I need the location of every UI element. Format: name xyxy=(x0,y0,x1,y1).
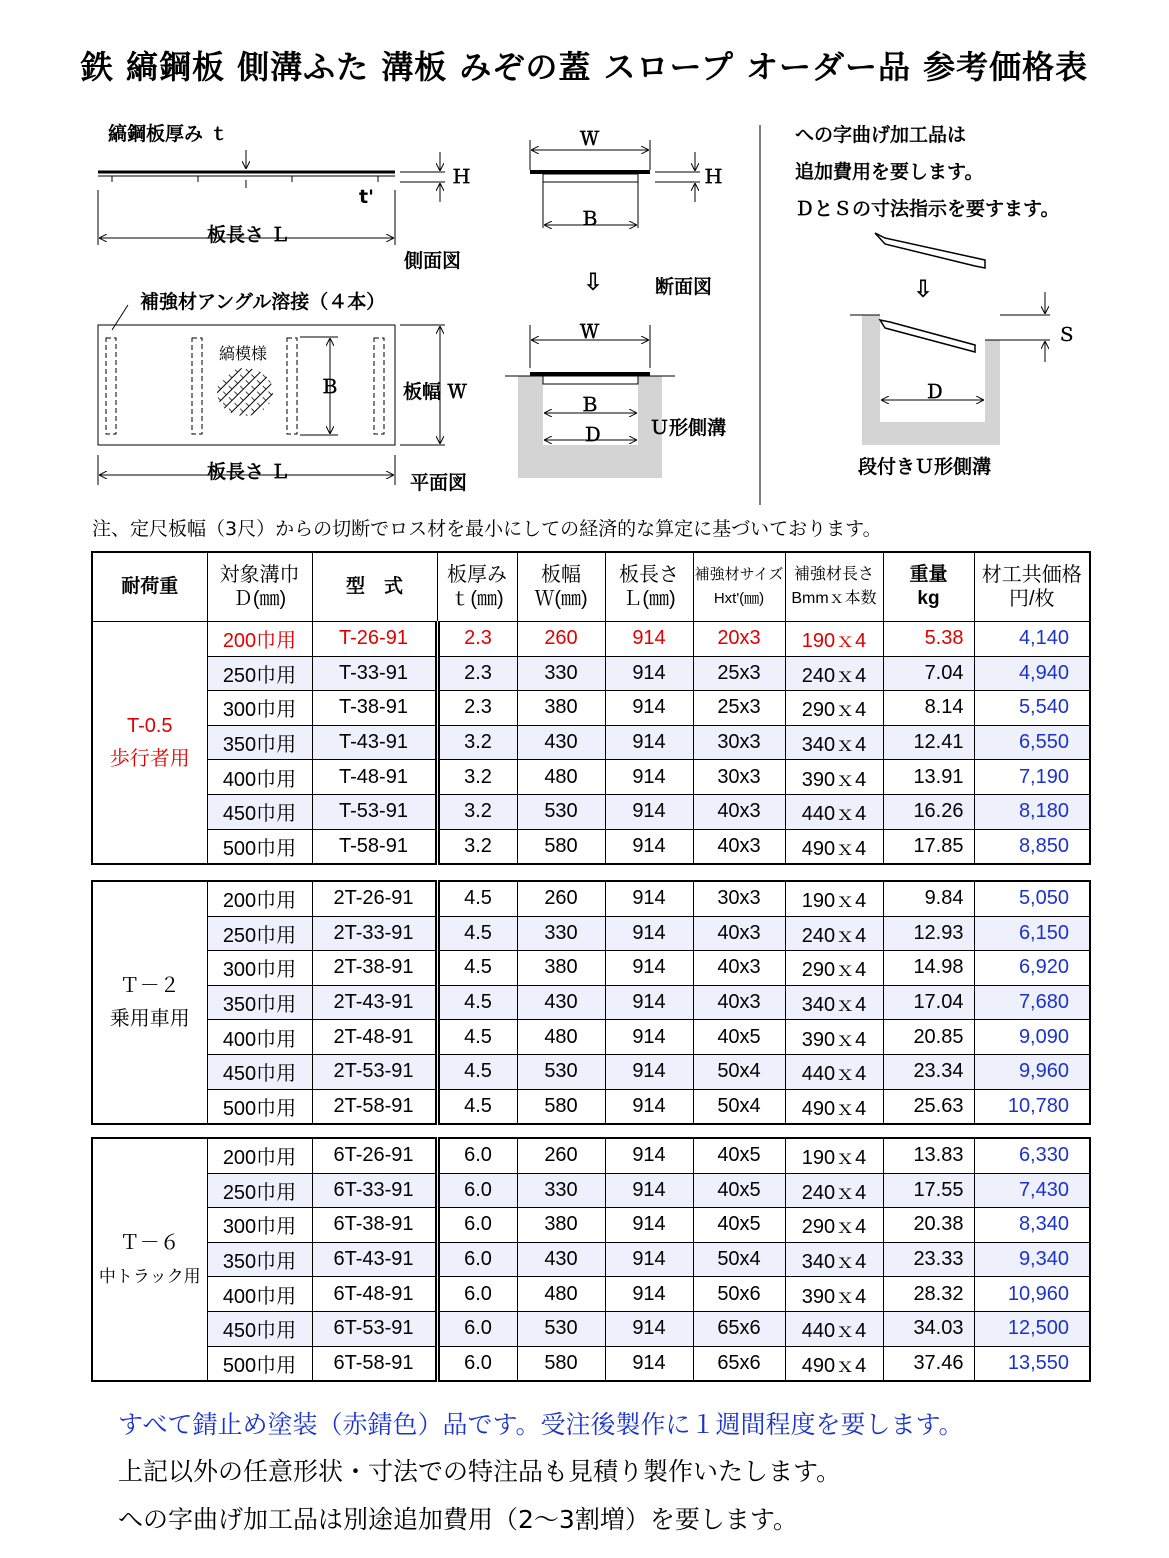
table-row xyxy=(92,1138,1090,1173)
ditch-width-cell: 400巾用 xyxy=(207,1277,312,1312)
model-cell: T-26-91 xyxy=(312,622,437,657)
table-row xyxy=(92,760,1090,795)
weight-cell: 37.46 xyxy=(883,1346,974,1381)
thickness-cell: 4.5 xyxy=(437,881,517,916)
plate-length-cell: 914 xyxy=(605,691,693,726)
u-ditch-label: Ｕ形側溝 xyxy=(650,417,727,439)
ditch-width-cell: 200巾用 xyxy=(207,622,312,657)
price-cell: 9,960 xyxy=(974,1054,1090,1089)
table-row xyxy=(92,1277,1090,1312)
plate-length-cell: 914 xyxy=(605,1277,693,1312)
price-table-t6 xyxy=(91,1137,1091,1382)
rib-size-cell: 40x5 xyxy=(693,1138,785,1173)
rib-size-cell: 30x3 xyxy=(693,881,785,916)
rib-length-cell: 190ｘ4 xyxy=(785,881,883,916)
rib-size-cell: 40x5 xyxy=(693,1208,785,1243)
ditch-width-cell: 400巾用 xyxy=(207,760,312,795)
price-cell: 9,090 xyxy=(974,1020,1090,1055)
rib-length-cell: 440ｘ4 xyxy=(785,1054,883,1089)
header-line1: 板長さ xyxy=(619,564,679,586)
model-cell: 2T-53-91 xyxy=(312,1054,437,1089)
section-view-drawing xyxy=(530,140,700,228)
table-row xyxy=(92,1089,1090,1124)
header-cell xyxy=(517,552,605,622)
model-cell: 2T-48-91 xyxy=(312,1020,437,1055)
weight-cell: 17.85 xyxy=(883,829,974,864)
plate-length-cell: 914 xyxy=(605,794,693,829)
plate-length-cell: 914 xyxy=(605,725,693,760)
rib-size-cell: 65x6 xyxy=(693,1346,785,1381)
rib-length-cell: 190ｘ4 xyxy=(785,1138,883,1173)
header-cell xyxy=(785,552,883,622)
header-cell xyxy=(605,552,693,622)
load-usage: 中トラック用 xyxy=(98,1266,201,1286)
rib-length-cell: 190ｘ4 xyxy=(785,622,883,657)
rib-length-cell: 340ｘ4 xyxy=(785,1242,883,1277)
ditch-width-cell: 350巾用 xyxy=(207,725,312,760)
thickness-cell: 2.3 xyxy=(437,691,517,726)
side-view-label: 側面図 xyxy=(404,250,462,272)
model-cell: 2T-43-91 xyxy=(312,985,437,1020)
rib-size-cell: 25x3 xyxy=(693,691,785,726)
price-cell: 4,940 xyxy=(974,656,1090,691)
plate-width-cell: 380 xyxy=(517,951,605,986)
price-cell: 5,540 xyxy=(974,691,1090,726)
table-row xyxy=(92,985,1090,1020)
weight-cell: 17.04 xyxy=(883,985,974,1020)
plate-width-cell: 430 xyxy=(517,985,605,1020)
ditch-width-cell: 350巾用 xyxy=(207,1242,312,1277)
page-title: 鉄 縞鋼板 側溝ふた 溝板 みぞの蓋 スロープ オーダー品 参考価格表 xyxy=(80,48,1089,86)
model-cell: 6T-58-91 xyxy=(312,1346,437,1381)
table-row xyxy=(92,829,1090,864)
footer-bend-note: への字曲げ加工品は別途追加費用（2～3割増）を要します。 xyxy=(118,1505,798,1534)
model-cell: 6T-38-91 xyxy=(312,1208,437,1243)
price-cell: 8,850 xyxy=(974,829,1090,864)
plate-length-cell: 914 xyxy=(605,829,693,864)
plate-width-cell: 380 xyxy=(517,691,605,726)
down-arrow-icon-2: ⇩ xyxy=(913,275,934,303)
thickness-cell: 4.5 xyxy=(437,916,517,951)
price-cell: 6,550 xyxy=(974,725,1090,760)
table-row xyxy=(92,1346,1090,1381)
thickness-cell: 6.0 xyxy=(437,1277,517,1312)
header-cell xyxy=(974,552,1090,622)
plate-width-cell: 530 xyxy=(517,1054,605,1089)
ditch-width-cell: 300巾用 xyxy=(207,951,312,986)
price-cell: 7,430 xyxy=(974,1173,1090,1208)
footer-custom-note: 上記以外の任意形状・寸法での特注品も見積り製作いたします。 xyxy=(118,1457,842,1486)
rib-length-cell: 490ｘ4 xyxy=(785,829,883,864)
thickness-cell: 6.0 xyxy=(437,1311,517,1346)
weight-cell: 12.93 xyxy=(883,916,974,951)
price-cell: 6,150 xyxy=(974,916,1090,951)
weight-cell: 9.84 xyxy=(883,881,974,916)
header-cell xyxy=(883,552,974,622)
plate-width-cell: 330 xyxy=(517,1173,605,1208)
weight-cell: 13.83 xyxy=(883,1138,974,1173)
header-line2: kg xyxy=(917,588,940,609)
rib-length-cell: 390ｘ4 xyxy=(785,760,883,795)
rib-length-cell: 290ｘ4 xyxy=(785,691,883,726)
bend-note-2: 追加費用を要します。 xyxy=(795,161,984,183)
plate-length-cell: 914 xyxy=(605,1020,693,1055)
header-cell xyxy=(312,552,437,622)
rib-size-cell: 25x3 xyxy=(693,656,785,691)
table-row xyxy=(92,656,1090,691)
rib-size-cell: 50x4 xyxy=(693,1054,785,1089)
load-class: Ｔ－２ xyxy=(119,974,180,997)
thickness-cell: 3.2 xyxy=(437,760,517,795)
plate-length-cell: 914 xyxy=(605,1054,693,1089)
table-row xyxy=(92,1173,1090,1208)
ditch-width-cell: 300巾用 xyxy=(207,1208,312,1243)
price-cell: 7,680 xyxy=(974,985,1090,1020)
header-line1: 補強材サイズ xyxy=(694,566,784,583)
plate-width-cell: 480 xyxy=(517,1277,605,1312)
model-cell: T-33-91 xyxy=(312,656,437,691)
table-row xyxy=(92,1311,1090,1346)
plate-length-cell: 914 xyxy=(605,881,693,916)
rib-size-cell: 65x6 xyxy=(693,1311,785,1346)
rib-length-cell: 490ｘ4 xyxy=(785,1346,883,1381)
load-class-cell xyxy=(92,622,207,865)
plate-width-cell: 430 xyxy=(517,1242,605,1277)
table-row xyxy=(92,951,1090,986)
price-cell: 5,050 xyxy=(974,881,1090,916)
rib-size-cell: 50x4 xyxy=(693,1242,785,1277)
load-class: Ｔ－６ xyxy=(119,1231,180,1254)
header-line1: 材工共価格 xyxy=(981,564,1082,586)
thickness-cell: 6.0 xyxy=(437,1208,517,1243)
pattern-label: 縞模様 xyxy=(219,344,268,363)
model-cell: 2T-33-91 xyxy=(312,916,437,951)
price-cell: 7,190 xyxy=(974,760,1090,795)
weight-cell: 28.32 xyxy=(883,1277,974,1312)
load-class-cell xyxy=(92,1138,207,1381)
weight-cell: 12.41 xyxy=(883,725,974,760)
rib-length-cell: 440ｘ4 xyxy=(785,1311,883,1346)
price-cell: 6,920 xyxy=(974,951,1090,986)
plate-length-cell: 914 xyxy=(605,760,693,795)
header-line1: 重量 xyxy=(909,564,948,585)
model-cell: 6T-26-91 xyxy=(312,1138,437,1173)
bend-note-3: ＤとＳの寸法指示を要すます。 xyxy=(795,198,1060,220)
ditch-width-cell: 450巾用 xyxy=(207,1311,312,1346)
rib-length-cell: 340ｘ4 xyxy=(785,725,883,760)
table-row xyxy=(92,1054,1090,1089)
footer-paint-note: すべて錆止め塗装（赤錆色）品です。受注後製作に１週間程度を要します。 xyxy=(118,1410,964,1439)
rib-size-cell: 40x3 xyxy=(693,916,785,951)
table-row xyxy=(92,881,1090,916)
header-cell xyxy=(693,552,785,622)
plate-width-cell: 330 xyxy=(517,916,605,951)
weight-cell: 17.55 xyxy=(883,1173,974,1208)
plate-length-cell: 914 xyxy=(605,1138,693,1173)
thickness-cell: 4.5 xyxy=(437,1054,517,1089)
rib-length-cell: 390ｘ4 xyxy=(785,1020,883,1055)
header-line2: Ｌ(㎜) xyxy=(622,588,676,610)
rib-size-cell: 40x3 xyxy=(693,794,785,829)
model-cell: T-38-91 xyxy=(312,691,437,726)
ditch-width-cell: 500巾用 xyxy=(207,1089,312,1124)
price-cell: 4,140 xyxy=(974,622,1090,657)
ditch-width-cell: 250巾用 xyxy=(207,916,312,951)
ditch-width-cell: 350巾用 xyxy=(207,985,312,1020)
rib-size-cell: 40x5 xyxy=(693,1173,785,1208)
plate-width-cell: 330 xyxy=(517,656,605,691)
plate-width-cell: 480 xyxy=(517,760,605,795)
thickness-label: 縞鋼板厚み ｔ xyxy=(108,123,229,145)
plate-width-cell: 580 xyxy=(517,829,605,864)
plate-width-cell: 260 xyxy=(517,1138,605,1173)
table-header-row xyxy=(92,552,1090,622)
model-cell: T-53-91 xyxy=(312,794,437,829)
model-cell: 2T-38-91 xyxy=(312,951,437,986)
weight-cell: 25.63 xyxy=(883,1089,974,1124)
section-view-label: 断面図 xyxy=(655,276,713,298)
load-usage: 歩行者用 xyxy=(109,747,190,770)
header-line2: Ｄ(㎜) xyxy=(232,588,287,610)
header-line2: ｔ(㎜) xyxy=(450,588,504,610)
table-row xyxy=(92,691,1090,726)
ditch-width-cell: 250巾用 xyxy=(207,656,312,691)
load-class: T-0.5 xyxy=(126,714,173,737)
stepped-ditch-label: 段付きＵ形側溝 xyxy=(858,456,992,478)
calculation-note: 注、定尺板幅（3尺）からの切断でロス材を最小にしての経済的な算定に基づいております。 xyxy=(92,518,882,540)
ditch-width-cell: 500巾用 xyxy=(207,1346,312,1381)
rib-length-cell: 290ｘ4 xyxy=(785,951,883,986)
length-label-plan: 板長さ Ｌ xyxy=(207,461,290,483)
plate-width-cell: 380 xyxy=(517,1208,605,1243)
rib-length-cell: 240ｘ4 xyxy=(785,916,883,951)
header-cell xyxy=(437,552,517,622)
model-cell: 2T-26-91 xyxy=(312,881,437,916)
rib-length-cell: 490ｘ4 xyxy=(785,1089,883,1124)
ditch-width-cell: 300巾用 xyxy=(207,691,312,726)
rib-length-cell: 390ｘ4 xyxy=(785,1277,883,1312)
header-line2: Ｗ(㎜) xyxy=(534,588,588,610)
weight-cell: 20.38 xyxy=(883,1208,974,1243)
plate-length-cell: 914 xyxy=(605,1311,693,1346)
thickness-cell: 6.0 xyxy=(437,1173,517,1208)
plate-length-cell: 914 xyxy=(605,622,693,657)
model-cell: 6T-48-91 xyxy=(312,1277,437,1312)
plate-width-cell: 580 xyxy=(517,1346,605,1381)
header-line2: Bmmｘ本数 xyxy=(791,590,877,607)
weight-cell: 8.14 xyxy=(883,691,974,726)
price-cell: 12,500 xyxy=(974,1311,1090,1346)
thickness-cell: 6.0 xyxy=(437,1138,517,1173)
rib-size-cell: 30x3 xyxy=(693,760,785,795)
header-cell xyxy=(207,552,312,622)
table-row xyxy=(92,794,1090,829)
header-line1: 板厚み xyxy=(447,564,507,586)
ditch-width-cell: 200巾用 xyxy=(207,1138,312,1173)
weight-cell: 23.33 xyxy=(883,1242,974,1277)
thickness-cell: 4.5 xyxy=(437,951,517,986)
w-label-ditch: Ｗ xyxy=(580,321,600,343)
thickness-cell: 4.5 xyxy=(437,1089,517,1124)
header-line1: 対象溝巾 xyxy=(219,564,300,586)
price-cell: 10,780 xyxy=(974,1089,1090,1124)
rib-size-cell: 40x3 xyxy=(693,985,785,1020)
price-cell: 9,340 xyxy=(974,1242,1090,1277)
w-label-section: Ｗ xyxy=(580,128,600,150)
thickness-cell: 4.5 xyxy=(437,985,517,1020)
header-cell xyxy=(92,552,207,622)
plate-length-cell: 914 xyxy=(605,656,693,691)
weight-cell: 14.98 xyxy=(883,951,974,986)
thickness-cell: 4.5 xyxy=(437,1020,517,1055)
ditch-width-cell: 500巾用 xyxy=(207,829,312,864)
model-cell: 6T-33-91 xyxy=(312,1173,437,1208)
model-cell: T-58-91 xyxy=(312,829,437,864)
load-usage: 乗用車用 xyxy=(109,1007,190,1030)
thickness-cell: 6.0 xyxy=(437,1242,517,1277)
thickness-cell: 2.3 xyxy=(437,622,517,657)
weight-cell: 23.34 xyxy=(883,1054,974,1089)
price-cell: 13,550 xyxy=(974,1346,1090,1381)
h-label-section: Ｈ xyxy=(704,166,724,188)
table-row xyxy=(92,1242,1090,1277)
down-arrow-icon: ⇩ xyxy=(583,268,604,296)
table-row xyxy=(92,1020,1090,1055)
table-row xyxy=(92,916,1090,951)
rib-size-cell: 40x3 xyxy=(693,829,785,864)
ditch-width-cell: 400巾用 xyxy=(207,1020,312,1055)
thickness-cell: 3.2 xyxy=(437,829,517,864)
d-label-stepped: Ｄ xyxy=(925,381,945,403)
stepped-ditch-drawing xyxy=(850,233,1050,445)
plate-width-cell: 260 xyxy=(517,881,605,916)
header-line1: 板幅 xyxy=(541,564,581,586)
plate-length-cell: 914 xyxy=(605,1089,693,1124)
b-label-plan: Ｂ xyxy=(320,376,340,398)
length-label-side: 板長さ Ｌ xyxy=(207,224,290,246)
rib-size-cell: 30x3 xyxy=(693,725,785,760)
rib-size-cell: 20x3 xyxy=(693,622,785,657)
plate-length-cell: 914 xyxy=(605,1242,693,1277)
h-label-side: Ｈ xyxy=(452,166,472,188)
rib-length-cell: 340ｘ4 xyxy=(785,985,883,1020)
rib-length-cell: 240ｘ4 xyxy=(785,1173,883,1208)
table-row xyxy=(92,1208,1090,1243)
b-label-ditch: Ｂ xyxy=(580,394,600,416)
d-label-ditch: Ｄ xyxy=(583,424,603,446)
thickness-cell: 2.3 xyxy=(437,656,517,691)
price-cell: 6,330 xyxy=(974,1138,1090,1173)
ditch-width-cell: 200巾用 xyxy=(207,881,312,916)
plate-length-cell: 914 xyxy=(605,1346,693,1381)
rib-size-cell: 40x5 xyxy=(693,1020,785,1055)
plate-width-cell: 260 xyxy=(517,622,605,657)
weight-cell: 20.85 xyxy=(883,1020,974,1055)
weight-cell: 5.38 xyxy=(883,622,974,657)
header-line2: Hxt'(㎜) xyxy=(713,590,765,607)
header-line2: 円/枚 xyxy=(1008,588,1055,610)
thickness-cell: 3.2 xyxy=(437,725,517,760)
bend-note-1: への字曲げ加工品は xyxy=(795,124,967,146)
header-line1: 型 式 xyxy=(345,576,403,597)
price-cell: 8,340 xyxy=(974,1208,1090,1243)
t-prime-label: t' xyxy=(359,186,374,208)
table-row xyxy=(92,725,1090,760)
b-label-section: Ｂ xyxy=(580,208,600,230)
plate-length-cell: 914 xyxy=(605,1208,693,1243)
weight-cell: 7.04 xyxy=(883,656,974,691)
header-line1: 補強材長さ xyxy=(793,566,874,583)
ditch-width-cell: 250巾用 xyxy=(207,1173,312,1208)
model-cell: 6T-43-91 xyxy=(312,1242,437,1277)
price-cell: 8,180 xyxy=(974,794,1090,829)
rib-length-cell: 440ｘ4 xyxy=(785,794,883,829)
thickness-cell: 3.2 xyxy=(437,794,517,829)
plate-length-cell: 914 xyxy=(605,985,693,1020)
plate-width-cell: 530 xyxy=(517,794,605,829)
model-cell: 2T-58-91 xyxy=(312,1089,437,1124)
price-table-t2 xyxy=(91,880,1091,1125)
weight-cell: 16.26 xyxy=(883,794,974,829)
model-cell: T-48-91 xyxy=(312,760,437,795)
plate-width-cell: 480 xyxy=(517,1020,605,1055)
reinforcement-label: 補強材アングル溶接（４本） xyxy=(140,291,386,313)
plate-length-cell: 914 xyxy=(605,951,693,986)
table-row xyxy=(92,622,1090,657)
s-label: Ｓ xyxy=(1057,324,1077,346)
plate-length-cell: 914 xyxy=(605,1173,693,1208)
weight-cell: 34.03 xyxy=(883,1311,974,1346)
header-line1: 耐荷重 xyxy=(121,576,179,597)
ditch-width-cell: 450巾用 xyxy=(207,1054,312,1089)
plate-width-cell: 530 xyxy=(517,1311,605,1346)
model-cell: 6T-53-91 xyxy=(312,1311,437,1346)
thickness-cell: 6.0 xyxy=(437,1346,517,1381)
rib-length-cell: 240ｘ4 xyxy=(785,656,883,691)
ditch-width-cell: 450巾用 xyxy=(207,794,312,829)
plate-length-cell: 914 xyxy=(605,916,693,951)
rib-size-cell: 50x4 xyxy=(693,1089,785,1124)
weight-cell: 13.91 xyxy=(883,760,974,795)
plate-width-cell: 580 xyxy=(517,1089,605,1124)
model-cell: T-43-91 xyxy=(312,725,437,760)
price-cell: 10,960 xyxy=(974,1277,1090,1312)
width-label: 板幅 Ｗ xyxy=(403,381,467,403)
rib-length-cell: 290ｘ4 xyxy=(785,1208,883,1243)
load-class-cell xyxy=(92,881,207,1124)
rib-size-cell: 50x6 xyxy=(693,1277,785,1312)
rib-size-cell: 40x3 xyxy=(693,951,785,986)
plan-view-label: 平面図 xyxy=(410,472,468,494)
plate-width-cell: 430 xyxy=(517,725,605,760)
price-table-t05 xyxy=(91,551,1091,865)
